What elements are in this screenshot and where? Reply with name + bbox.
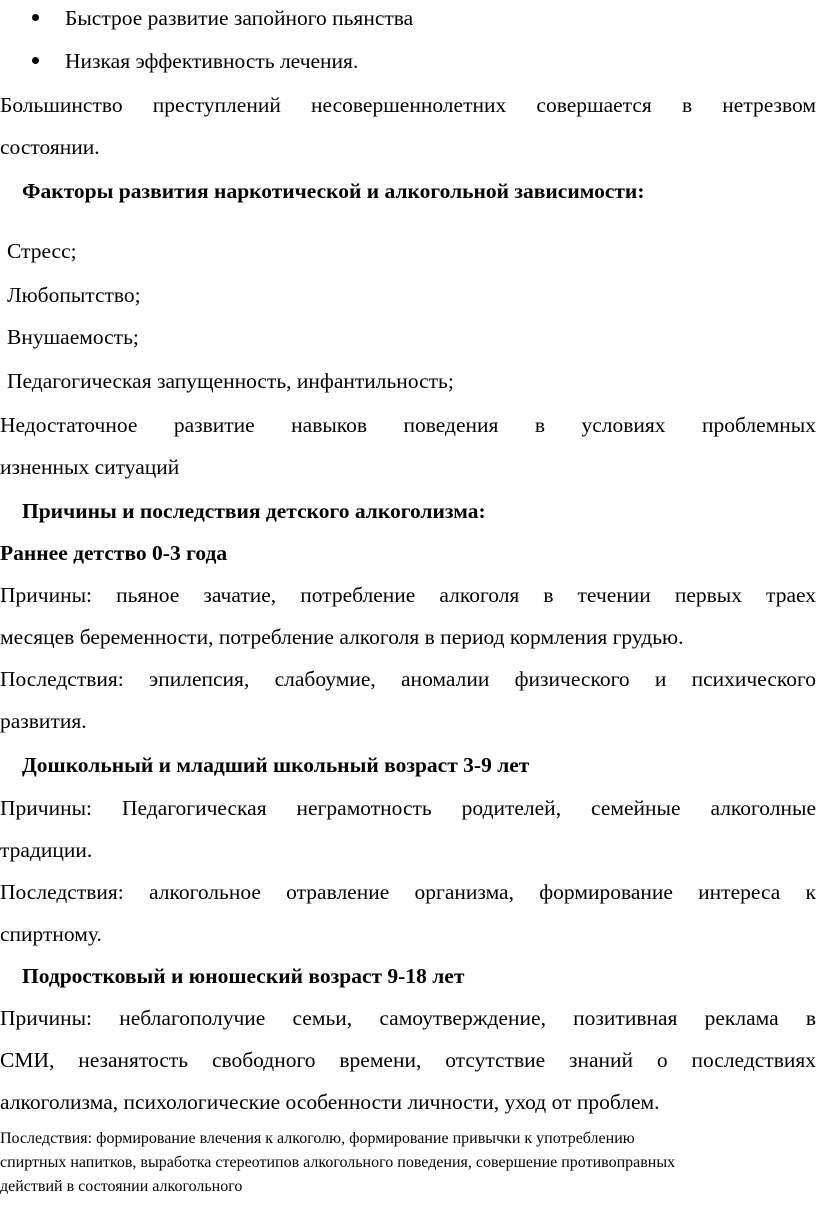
- early-effects-line: развития.: [0, 709, 87, 733]
- bullet-item: Быстрое развитие запойного пьянства: [65, 6, 414, 30]
- bullet-item: Низкая эффективность лечения.: [65, 49, 359, 73]
- teen-effects-line: спиртных напитков, выработка стереотипов алкогольного поведения, совершение противоправных: [0, 1154, 676, 1171]
- bullet-dot-icon: [32, 14, 39, 21]
- early-effects-line: Последствия: эпилепсия, слабоумие, аномалии физического и психического: [0, 667, 816, 691]
- early-childhood-heading: Раннее детство 0-3 года: [0, 541, 228, 565]
- factors-heading: Факторы развития наркотической и алкогольной зависимости:: [22, 179, 645, 203]
- intro-paragraph-line: состоянии.: [0, 135, 100, 159]
- factor-item: Недостаточное развитие навыков поведения в условиях проблемных: [0, 413, 816, 437]
- preschool-causes-line: Причины: Педагогическая неграмотность родителей, семейные алкоголные: [0, 796, 816, 820]
- intro-paragraph-line: Большинство преступлений несовершеннолетних совершается в нетрезвом: [0, 93, 816, 117]
- preschool-effects-line: Последствия: алкогольное отравление организма, формирование интереса к: [0, 880, 816, 904]
- teen-causes-line: алкоголизма, психологические особенности личности, уход от проблем.: [0, 1090, 660, 1114]
- teen-heading: Подростковый и юношеский возраст 9-18 лет: [22, 964, 465, 988]
- teen-causes-line: Причины: неблагополучие семьи, самоутверждение, позитивная реклама в: [0, 1006, 816, 1030]
- early-causes-line: Причины: пьяное зачатие, потребление алкоголя в течении первых траех: [0, 583, 816, 607]
- teen-effects-line: Последствия: формирование влечения к алкоголю, формирование привычки к употреблению: [0, 1130, 635, 1147]
- factor-item: Любопытство;: [7, 283, 141, 307]
- teen-effects-line: действий в состоянии алкогольного: [0, 1178, 243, 1195]
- factor-item: Педагогическая запущенность, инфантильность;: [7, 369, 454, 393]
- causes-heading: Причины и последствия детского алкоголизма:: [22, 499, 486, 523]
- bullet-dot-icon: [32, 57, 39, 64]
- preschool-effects-line: спиртному.: [0, 922, 102, 946]
- factor-item: Внушаемость;: [7, 325, 139, 349]
- preschool-causes-line: традиции.: [0, 838, 93, 862]
- preschool-heading: Дошкольный и младший школьный возраст 3-9 лет: [22, 753, 530, 777]
- factor-item: изненных ситуаций: [0, 455, 180, 479]
- early-causes-line: месяцев беременности, потребление алкоголя в период кормления грудью.: [0, 625, 684, 649]
- teen-causes-line: СМИ, незанятость свободного времени, отсутствие знаний о последствиях: [0, 1048, 816, 1072]
- factor-item: Стресс;: [7, 239, 77, 263]
